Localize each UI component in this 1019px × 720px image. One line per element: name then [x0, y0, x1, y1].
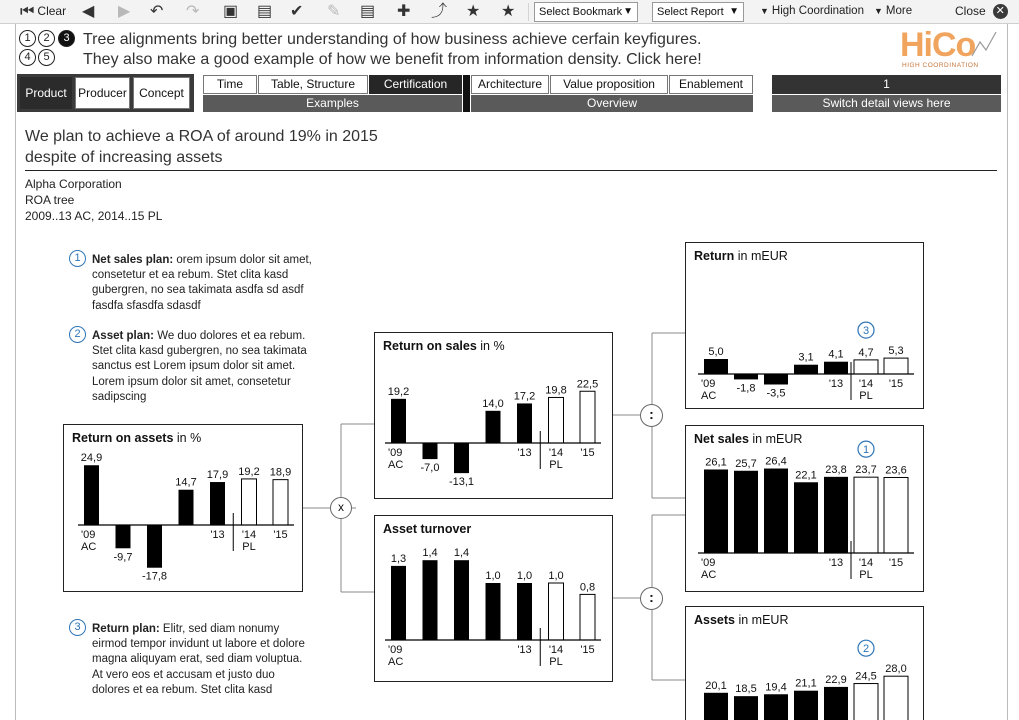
- data-label: 24,5: [855, 670, 877, 683]
- tick-label: PL: [859, 569, 873, 581]
- add-bookmark-button[interactable]: [466, 3, 480, 20]
- asset-turnover-chart[interactable]: [374, 515, 613, 682]
- tick-label: PL: [549, 656, 563, 668]
- data-label: 1,4: [453, 547, 470, 560]
- data-label: 1,0: [485, 570, 501, 582]
- tab-time[interactable]: Time: [203, 75, 257, 94]
- logo-chart-icon: [900, 28, 1000, 72]
- data-label: 0,8: [579, 581, 596, 594]
- data-label: 20,1: [705, 679, 727, 692]
- bar: [734, 374, 758, 379]
- report-select[interactable]: [652, 2, 744, 22]
- tick-label: AC: [701, 390, 717, 402]
- toolbar-divider: [528, 3, 529, 21]
- data-label: 18,9: [269, 466, 292, 479]
- chart-title-bold: Net sales: [694, 432, 749, 446]
- data-label: -1,8: [736, 382, 756, 395]
- bar: [210, 482, 225, 525]
- high-coordination-menu[interactable]: [760, 3, 864, 20]
- unlock-icon: ▤: [257, 3, 273, 20]
- step-3[interactable]: 3: [58, 30, 75, 47]
- data-label: 17,9: [206, 469, 229, 482]
- bar: [486, 583, 501, 640]
- data-label: 5,3: [888, 345, 904, 358]
- lock-icon: ▣: [223, 3, 239, 20]
- tick-label: '14: [548, 644, 564, 656]
- examples-group-label[interactable]: Examples: [203, 95, 462, 112]
- chart-plot: [686, 243, 923, 408]
- return-chart[interactable]: [685, 242, 924, 409]
- assets-chart[interactable]: [685, 606, 924, 720]
- bar: [549, 583, 564, 640]
- bar: [854, 477, 878, 553]
- bar: [391, 566, 406, 640]
- close-icon: ✕: [993, 4, 1008, 19]
- tick-label: '13: [828, 557, 844, 569]
- bookmark-select[interactable]: [534, 2, 638, 22]
- data-label: 22,5: [576, 378, 599, 391]
- data-label: 3,1: [798, 351, 814, 364]
- bar: [454, 560, 469, 640]
- pin-icon: ⤴: [431, 3, 448, 20]
- bar: [517, 583, 532, 640]
- bar: [734, 471, 758, 553]
- bar: [704, 359, 728, 374]
- data-label: -13,1: [448, 476, 475, 489]
- note-1-text: orem ipsum dolor sit amet, consetetur et ea rebum. Stet clita kasd gubergren, no sea takimata asdfa sd asdf fasdfa sfasdfa sdasdf: [92, 254, 312, 312]
- data-label: 23,7: [855, 464, 877, 477]
- note-assets: [92, 329, 314, 405]
- clear-label: Clear: [37, 4, 67, 18]
- bar: [884, 358, 908, 374]
- report-select-value: Select Report: [657, 6, 724, 18]
- bar: [764, 374, 788, 385]
- data-label: 25,7: [735, 457, 757, 470]
- tick-label: PL: [859, 390, 873, 402]
- divide-operator-top: :: [640, 404, 663, 427]
- tab-table-structure[interactable]: Table, Structure: [258, 75, 368, 94]
- bar: [764, 694, 788, 720]
- pin-button[interactable]: [431, 3, 447, 20]
- logo-text: HiCo: [900, 26, 976, 64]
- caret-down-icon: ▼: [760, 6, 769, 16]
- chart-title-bold: Return: [694, 249, 735, 263]
- tab-value-proposition[interactable]: Value proposition: [550, 75, 668, 94]
- data-label: -7,0: [420, 462, 440, 475]
- note-marker-number: 3: [862, 325, 870, 338]
- tick-label: '09: [388, 447, 403, 459]
- bar: [704, 469, 728, 553]
- tab-producer[interactable]: Producer: [75, 77, 130, 109]
- data-label: 26,1: [705, 456, 727, 469]
- bar: [580, 594, 595, 640]
- undo-icon: ↶: [150, 3, 164, 20]
- chart-plot: [686, 426, 923, 591]
- data-label: 28,0: [885, 663, 907, 676]
- step-2[interactable]: 2: [38, 30, 55, 47]
- caret-down-icon: ▼: [623, 6, 633, 17]
- switch-view-number[interactable]: 1: [772, 75, 1001, 94]
- star-plus-icon: ★: [466, 3, 481, 20]
- tick-label: '15: [580, 644, 595, 656]
- header-line-1[interactable]: Tree alignments bring better understanding of how business achieve cerfain keyfigures.: [83, 31, 702, 48]
- bar: [794, 691, 818, 720]
- story-line-1: We plan to achieve a ROA of around 19% in 2015: [25, 128, 378, 145]
- data-label: 14,0: [482, 397, 504, 410]
- tick-label: '09: [81, 529, 96, 541]
- bar: [242, 479, 257, 525]
- bar: [549, 397, 564, 443]
- chart-title-unit: in %: [476, 339, 505, 353]
- tab-product[interactable]: Product: [20, 77, 72, 109]
- bar: [423, 560, 438, 640]
- tick-label: '14: [241, 529, 257, 541]
- tick-label: '13: [210, 529, 225, 541]
- roa-chart[interactable]: [63, 424, 303, 592]
- tick-label: '13: [828, 378, 844, 390]
- note-marker-number: 2: [862, 643, 870, 656]
- switch-view-label[interactable]: Switch detail views here: [772, 95, 1001, 112]
- data-label: 1,3: [390, 552, 407, 565]
- chart-title-unit: in mEUR: [748, 432, 803, 446]
- chart-plot: [375, 333, 612, 498]
- data-label: 19,2: [387, 385, 410, 398]
- bar: [734, 696, 758, 720]
- bar-chart-icon: ▤: [360, 3, 376, 20]
- note-2-title: Asset plan:: [92, 330, 154, 342]
- data-label: 23,6: [885, 464, 907, 477]
- company-name: Alpha Corporation: [25, 177, 122, 191]
- tab-certification[interactable]: Certification: [369, 75, 462, 94]
- skip-back-icon: ⏮: [20, 3, 35, 20]
- divide-operator-bottom: :: [640, 587, 663, 610]
- data-label: 17,2: [513, 390, 536, 403]
- data-label: 19,2: [238, 465, 260, 478]
- bar: [391, 399, 406, 443]
- logo-subtitle: HIGH COORDINATION: [902, 62, 979, 69]
- chart-title-unit: in mEUR: [734, 249, 788, 263]
- chart-title-bold: Return on assets: [72, 431, 174, 445]
- tick-label: AC: [388, 459, 404, 471]
- data-label: 24,9: [80, 452, 103, 465]
- clear-button[interactable]: [20, 3, 66, 20]
- ros-chart[interactable]: [374, 332, 613, 499]
- data-label: 22,9: [825, 673, 847, 686]
- bar: [824, 362, 848, 374]
- chart-plot: [64, 425, 302, 591]
- data-label: 21,1: [795, 677, 817, 690]
- tick-label: '09: [388, 644, 403, 656]
- tab-architecture[interactable]: Architecture: [471, 75, 549, 94]
- chart-title-bold: Assets: [694, 613, 735, 627]
- bar: [147, 525, 162, 568]
- bar: [884, 676, 908, 720]
- note-marker-number: 1: [862, 444, 870, 457]
- note-3-text: Elitr, sed diam nonumy eirmod tempor invidunt ut labore et dolore magna aliquyam erat, sed diam voluptua. At vero eos et accusam et justo duo dolores et ea rebum. Stet clita kasd: [92, 623, 305, 696]
- bar: [116, 525, 131, 548]
- confirm-button[interactable]: [290, 3, 303, 20]
- bar: [764, 469, 788, 553]
- note-2-marker: 2: [69, 326, 86, 343]
- step-5[interactable]: 5: [38, 49, 55, 66]
- chart-title-unit: in %: [173, 431, 202, 445]
- toolbar: [0, 0, 1019, 24]
- more-label: More: [885, 5, 913, 17]
- arrow-left-icon: ◀: [82, 3, 95, 20]
- close-label: Close: [955, 4, 986, 18]
- bar: [824, 477, 848, 553]
- star-icon: ★: [501, 3, 516, 20]
- data-label: 1,0: [548, 570, 564, 582]
- nav-divider: [463, 75, 470, 112]
- close-button[interactable]: [955, 3, 1008, 20]
- data-label: 4,1: [828, 348, 844, 361]
- chart-title-bold: Return on sales: [383, 339, 477, 353]
- data-label: 1,4: [422, 547, 438, 560]
- tab-concept[interactable]: Concept: [133, 77, 190, 109]
- data-label: -3,5: [766, 387, 786, 400]
- tick-label: '13: [517, 447, 532, 459]
- chart-title-bold: Asset turnover: [383, 522, 472, 536]
- data-label: -9,7: [113, 551, 133, 564]
- add-button[interactable]: [397, 3, 410, 20]
- data-label: 19,4: [765, 681, 787, 694]
- tick-label: '14: [548, 447, 564, 459]
- step-4[interactable]: 4: [19, 49, 36, 66]
- bar: [794, 365, 818, 374]
- note-1-marker: 1: [69, 250, 86, 267]
- note-3-marker: 3: [69, 619, 86, 636]
- net-sales-chart[interactable]: [685, 425, 924, 592]
- report-period: 2009..13 AC, 2014..15 PL: [25, 209, 163, 223]
- note-3-title: Return plan:: [92, 623, 160, 635]
- data-label: 18,5: [735, 683, 757, 696]
- tick-label: '09: [701, 557, 716, 569]
- note-1-title: Net sales plan:: [92, 254, 174, 266]
- step-1[interactable]: 1: [19, 30, 36, 47]
- header-line-2[interactable]: They also make a good example of how we benefit from information density. Click here!: [83, 51, 702, 68]
- check-circle-icon: ✔: [290, 3, 304, 20]
- lock-button[interactable]: [223, 3, 238, 20]
- tick-label: '15: [888, 378, 904, 390]
- plus-icon: ✚: [397, 3, 411, 20]
- bar: [580, 391, 595, 443]
- redo-button[interactable]: [186, 3, 199, 20]
- data-label: -17,8: [141, 570, 168, 583]
- undo-button[interactable]: [150, 3, 163, 20]
- tick-label: AC: [81, 541, 97, 553]
- data-label: 5,0: [708, 346, 724, 358]
- bar: [884, 477, 908, 553]
- chart-title-unit: in mEUR: [735, 613, 789, 627]
- data-label: 19,8: [545, 384, 567, 397]
- caret-down-icon: ▼: [729, 6, 739, 17]
- note-net-sales: [92, 253, 314, 314]
- bookmark-select-value: Select Bookmark: [539, 6, 623, 18]
- data-label: 4,7: [858, 346, 874, 359]
- tick-label: '15: [580, 447, 595, 459]
- forward-button[interactable]: [118, 3, 130, 20]
- bar: [854, 360, 878, 374]
- bar: [854, 684, 878, 720]
- data-label: 23,8: [825, 463, 847, 476]
- more-menu[interactable]: [874, 3, 912, 20]
- chart-button[interactable]: [360, 3, 375, 20]
- caret-down-icon: ▼: [874, 6, 883, 16]
- tick-label: '09: [701, 378, 716, 390]
- overview-group-label[interactable]: Overview: [471, 95, 753, 112]
- bar: [179, 490, 194, 525]
- bar: [517, 403, 532, 443]
- tick-label: '13: [517, 644, 532, 656]
- story-divider: [25, 170, 997, 171]
- redo-icon: ↷: [186, 3, 200, 20]
- tick-label: '14: [858, 557, 874, 569]
- data-label: 14,7: [175, 476, 197, 489]
- tick-label: AC: [701, 569, 717, 581]
- report-name: ROA tree: [25, 193, 75, 207]
- data-label: 1,0: [516, 570, 533, 582]
- bar: [273, 480, 288, 525]
- hico-logo: [900, 28, 1000, 72]
- bar: [454, 443, 469, 473]
- data-label: 22,1: [795, 469, 817, 482]
- unlock-button[interactable]: [257, 3, 272, 20]
- arrow-right-icon: ▶: [118, 3, 131, 20]
- high-coordination-label: High Coordination: [771, 5, 864, 17]
- chart-plot: [686, 607, 923, 720]
- edit-button[interactable]: [327, 3, 340, 20]
- bar: [423, 443, 438, 459]
- tab-enablement[interactable]: Enablement: [669, 75, 753, 94]
- note-2-text: We duo dolores et ea rebum. Stet clita kasd gubergren, no sea takimata sanctus est Lorem ipsum dolor sit amet. Lorem ipsum dolor sit amet, consetetur sadipscing: [92, 330, 307, 403]
- tick-label: '14: [858, 378, 874, 390]
- tick-label: '15: [273, 529, 288, 541]
- tick-label: PL: [242, 541, 256, 553]
- story-line-2: despite of increasing assets: [25, 149, 223, 166]
- multiply-operator: x: [330, 497, 352, 519]
- note-return: [92, 622, 314, 698]
- data-label: 26,4: [765, 455, 787, 468]
- tick-label: AC: [388, 656, 404, 668]
- bar: [824, 687, 848, 720]
- bar: [794, 482, 818, 553]
- bar: [704, 693, 728, 720]
- bar: [84, 465, 99, 525]
- tick-label: PL: [549, 459, 563, 471]
- pencil-icon: ✎: [327, 3, 341, 20]
- bar: [486, 411, 501, 443]
- tick-label: '15: [888, 557, 904, 569]
- bookmark-button[interactable]: [501, 3, 515, 20]
- chart-plot: [375, 516, 612, 681]
- back-button[interactable]: [82, 3, 94, 20]
